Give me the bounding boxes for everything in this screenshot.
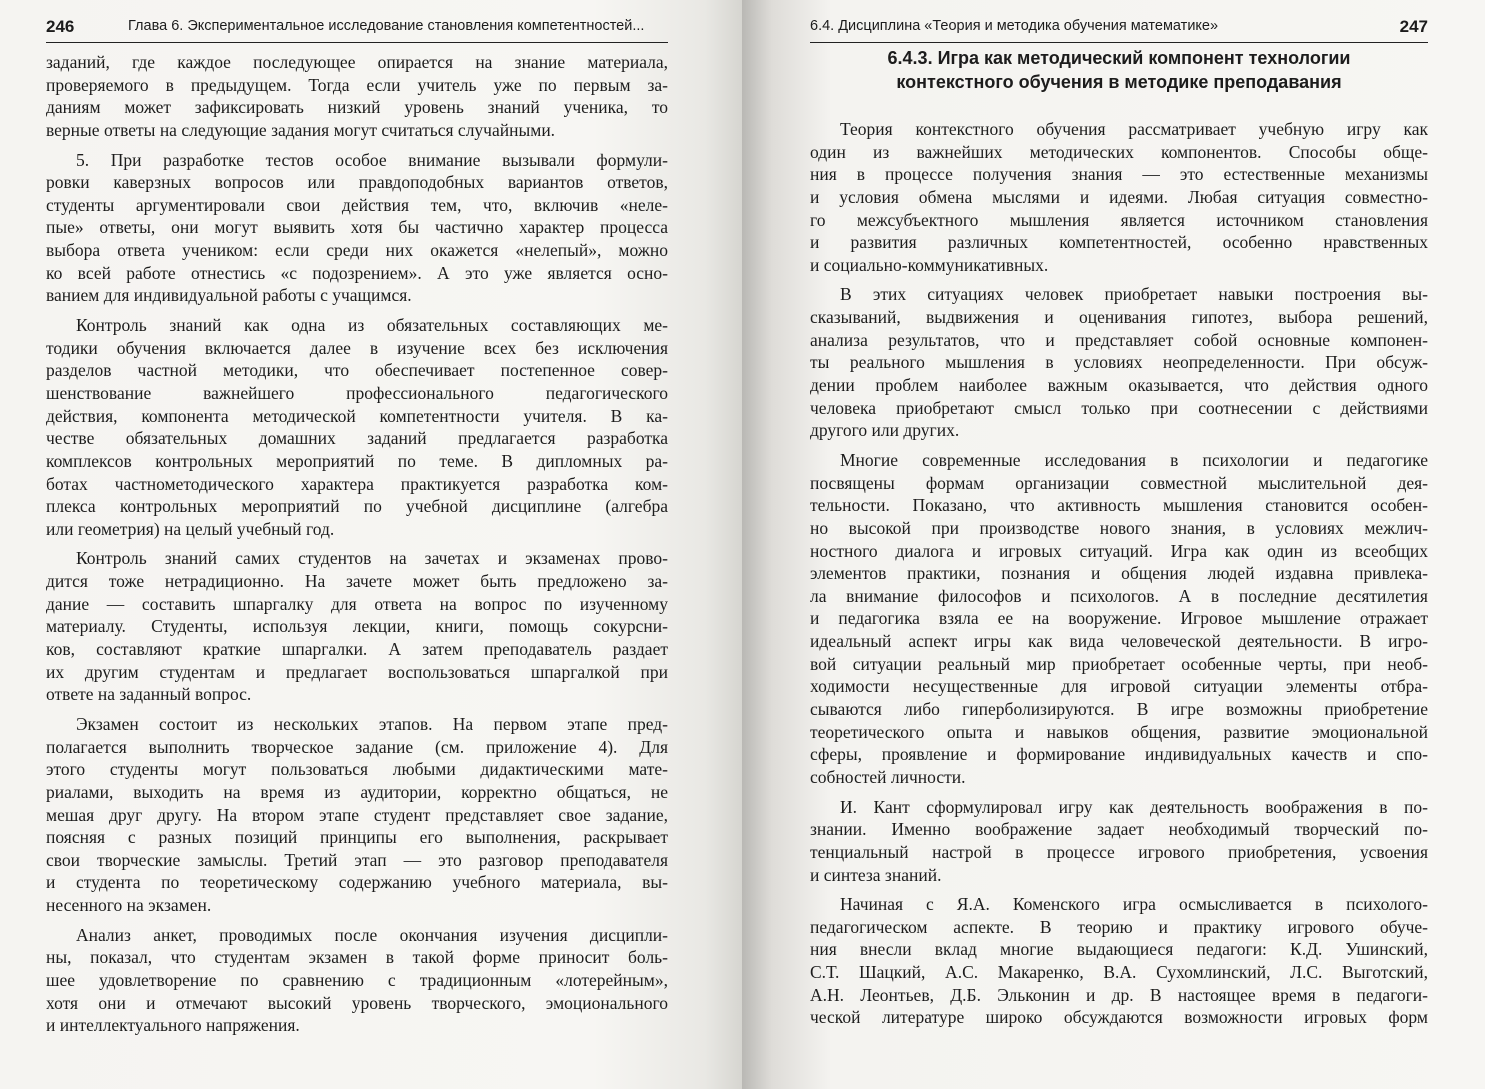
text-line: собностей личности.	[810, 766, 966, 787]
text-line: ностного диалога и игровых ситуаций. Игра как один из всеобщих	[810, 540, 1428, 561]
body-text	[810, 118, 1428, 1029]
section-heading-line: контекстного обучения в методике преподавания	[896, 72, 1342, 92]
paragraph	[810, 118, 1428, 276]
text-line: разделов частной методики, что обеспечивает постепенное совер-	[46, 360, 668, 381]
running-head	[46, 14, 668, 43]
text-line: и интеллектуального напряжения.	[46, 1015, 300, 1036]
text-line: знании. Именно воображение задает необходимый творческий по-	[810, 819, 1428, 840]
text-line: но высокой при производстве нового знания, в условиях межлич-	[810, 517, 1428, 538]
text-line: их другим студентам и предлагает воспользоваться шпаргалкой при	[46, 661, 668, 682]
text-line: ков, составляют краткие шпаргалки. А затем преподаватель раздает	[46, 639, 668, 660]
text-line: тенциальный настрой в процессе игрового приобретения, усвоения	[810, 841, 1428, 862]
paragraph-gap	[46, 142, 668, 149]
text-line: мешая друг другу. На втором этапе студент представляет свое задание,	[46, 804, 668, 825]
text-line: ния внесли вклад многие выдающиеся педагоги: К.Д. Ушинский,	[810, 939, 1428, 960]
text-line: и синтеза знаний.	[810, 864, 942, 885]
text-line: Начиная с Я.А. Коменского игра осмысливается в психолого-	[840, 894, 1428, 915]
text-line: верные ответы на следующие задания могут считаться случайными.	[46, 119, 556, 140]
text-line: полагается выполнить творческое задание (см. приложение 4). Для	[46, 736, 668, 757]
text-line: педагогическом аспекте. В теорию и практику игрового обуче-	[810, 916, 1428, 937]
text-line: дении проблем наиболее важным оказывается, что действия одного	[810, 375, 1428, 396]
text-line: сываются либо гиперболизируются. В игре возможны приобретение	[810, 699, 1428, 720]
section-heading-line: 6.4.3. Игра как методический компонент технологии	[887, 48, 1351, 68]
text-line: ты реального мышления в условиях неопределенности. При обсуж-	[810, 352, 1428, 373]
text-line: ния в процессе получения знания — это естественные механизмы	[810, 164, 1428, 185]
text-line: вой ситуации реальный мир приобретает особенные черты, при необ-	[810, 653, 1428, 674]
text-line: Экзамен состоит из нескольких этапов. На первом этапе пред-	[76, 713, 668, 734]
paragraph	[46, 314, 668, 540]
text-line: ко всей работе отнестись «с подозрением». А это уже является осно-	[46, 262, 668, 283]
paragraph	[810, 796, 1428, 887]
text-line: сферы, проявление и формирование индивидуальных качеств и спо-	[810, 744, 1428, 765]
text-line: ванием для индивидуальной работы с учащимся.	[46, 285, 412, 306]
text-line: плекса контрольных мероприятий по учебной дисциплине (алгебра	[46, 496, 668, 517]
paragraph	[810, 283, 1428, 441]
paragraph-gap	[810, 789, 1428, 796]
text-line: И. Кант сформулировал игру как деятельность воображения в по-	[840, 796, 1428, 817]
text-line: А.Н. Леонтьев, Д.Б. Эльконин и др. В настоящее время в педагоги-	[810, 984, 1428, 1005]
text-line: человека приобретают смысл только при соотнесении с действиями	[810, 397, 1428, 418]
text-line: материалу. Студенты, используя лекции, книги, помощь сокурсни-	[46, 616, 668, 637]
text-line: идеальный аспект игры как вида человеческой деятельности. В игро-	[810, 631, 1428, 652]
paragraph	[46, 547, 668, 705]
text-line: дится тоже нетрадиционно. На зачете может быть предложено за-	[46, 571, 668, 592]
text-line: несенного на экзамен.	[46, 895, 212, 916]
page-number: 246	[46, 17, 75, 36]
body-text	[46, 51, 668, 1037]
paragraph-gap	[46, 540, 668, 547]
left-page	[0, 0, 742, 1089]
section-heading	[810, 46, 1428, 94]
paragraph-gap	[46, 706, 668, 713]
text-line: пые» ответы, они могут выявить хотя бы частично характер процесса	[46, 217, 668, 238]
text-line: действия, компонента методической компетентности учителя. В ка-	[46, 405, 668, 426]
paragraph	[46, 924, 668, 1037]
text-line: комплексов контрольных мероприятий по теме. В дипломных ра-	[46, 450, 668, 471]
paragraph	[46, 149, 668, 307]
text-line: заданий, где каждое последующее опирается на знание материала,	[46, 52, 668, 72]
text-line: сказываний, выдвижения и оценивания гипотез, выбора решений,	[810, 307, 1428, 328]
paragraph-gap	[810, 442, 1428, 449]
paragraph	[810, 449, 1428, 789]
page-number: 247	[1399, 17, 1428, 36]
text-line: другого или других.	[810, 420, 960, 441]
text-line: и условия обмена мыслями и идеями. Любая ситуация совместно-	[810, 186, 1428, 207]
text-line: ответе на заданный вопрос.	[46, 684, 252, 705]
text-line: один из важнейших методических компонентов. Способы обще-	[810, 141, 1428, 162]
text-line: Контроль знаний как одна из обязательных составляющих ме-	[76, 315, 668, 336]
text-line: ботах частнометодического характера практикуется разработка ком-	[46, 473, 668, 494]
paragraph-gap	[810, 276, 1428, 283]
text-line: Теория контекстного обучения рассматривает учебную игру как	[840, 119, 1428, 139]
text-line: даниям может зафиксировать низкий уровень знаний ученика, то	[46, 97, 668, 118]
text-line: ровки каверзных вопросов или правдоподобных вариантов ответов,	[46, 172, 668, 193]
text-line: и социально-коммуникативных.	[810, 254, 1049, 275]
text-line: риалами, выходить на время из аудитории, корректно общаться, не	[46, 781, 668, 802]
paragraph-gap	[46, 307, 668, 314]
paragraph	[810, 893, 1428, 1029]
text-line: анализа результатов, что и представляет собой основные компонен-	[810, 329, 1428, 350]
text-line: ческой литературе широко обсуждаются возможности игровых форм	[810, 1007, 1428, 1028]
text-line: выбора ответа учеником: если среди них окажется «нелепый», можно	[46, 240, 668, 261]
text-line: тодики обучения включается далее в изучение всех без исключения	[46, 337, 668, 358]
text-line: 5. При разработке тестов особое внимание вызывали формули-	[76, 149, 668, 170]
text-line: Многие современные исследования в психологии и педагогике	[840, 449, 1428, 470]
text-line: хотя они и отмечают высокий уровень творческого, эмоционального	[46, 992, 668, 1013]
right-page	[742, 0, 1485, 1089]
text-line: В этих ситуациях человек приобретает навыки построения вы-	[840, 284, 1428, 305]
text-line: шее удовлетворение по сравнению с традиционным «лотерейным»,	[46, 969, 668, 990]
paragraph-gap	[810, 886, 1428, 893]
running-head-title: 6.4. Дисциплина «Теория и методика обучения математике»	[810, 18, 1219, 34]
paragraph-gap	[46, 917, 668, 924]
text-line: этого студенты могут пользоваться любыми дидактическими мате-	[46, 759, 668, 780]
text-line: и педагогика взяла ее на вооружение. Игровое мышление отражает	[810, 608, 1428, 629]
running-head	[810, 14, 1428, 43]
text-line: свои творческие замыслы. Третий этап — это разговор преподавателя	[46, 849, 668, 870]
text-line: Контроль знаний самих студентов на зачетах и экзаменах прово-	[76, 548, 668, 569]
text-line: С.Т. Шацкий, А.С. Макаренко, В.А. Сухомлинский, Л.С. Выготский,	[810, 962, 1428, 983]
running-head-title: Глава 6. Экспериментальное исследование становления компетентностей...	[128, 18, 645, 34]
text-line: Анализ анкет, проводимых после окончания изучения дисципли-	[76, 924, 668, 945]
text-line: проверяемого в предыдущем. Тогда если учитель уже по первым за-	[46, 74, 668, 95]
text-line: элементов практики, познания и общения людей издавна привлека-	[810, 563, 1428, 584]
text-line: тельности. Показано, что активность мышления становится особен-	[810, 495, 1428, 516]
text-line: поясняя с разных позиций принципы его выполнения, раскрывает	[46, 827, 668, 848]
text-line: ла внимание философов и психологов. А в последние десятилетия	[810, 585, 1428, 606]
text-line: и развития различных компетентностей, особенно нравственных	[810, 232, 1428, 253]
text-line: ны, показал, что студентам экзамен в такой форме приносит боль-	[46, 947, 668, 968]
text-line: или геометрия) на целый учебный год.	[46, 518, 335, 539]
paragraph	[46, 713, 668, 917]
text-line: дание — составить шпаргалку для ответа на вопрос по изученному	[46, 593, 668, 614]
text-line: посвящены формам организации совместной мыслительной дея-	[810, 472, 1428, 493]
text-line: шенствование важнейшего профессионального педагогического	[46, 382, 668, 403]
text-line: го межсубъектного мышления является источником становления	[810, 209, 1428, 230]
text-line: ходимости несущественные для игровой ситуации элементы отбра-	[810, 676, 1428, 697]
text-line: студенты аргументировали свои действия тем, что, включив «неле-	[46, 194, 668, 215]
paragraph	[46, 51, 668, 142]
text-line: теоретического опыта и навыков общения, развитие эмоциональной	[810, 721, 1428, 742]
text-line: честве обязательных домашних заданий предлагается разработка	[46, 428, 668, 449]
text-line: и студента по теоретическому содержанию учебного материала, вы-	[46, 872, 668, 893]
